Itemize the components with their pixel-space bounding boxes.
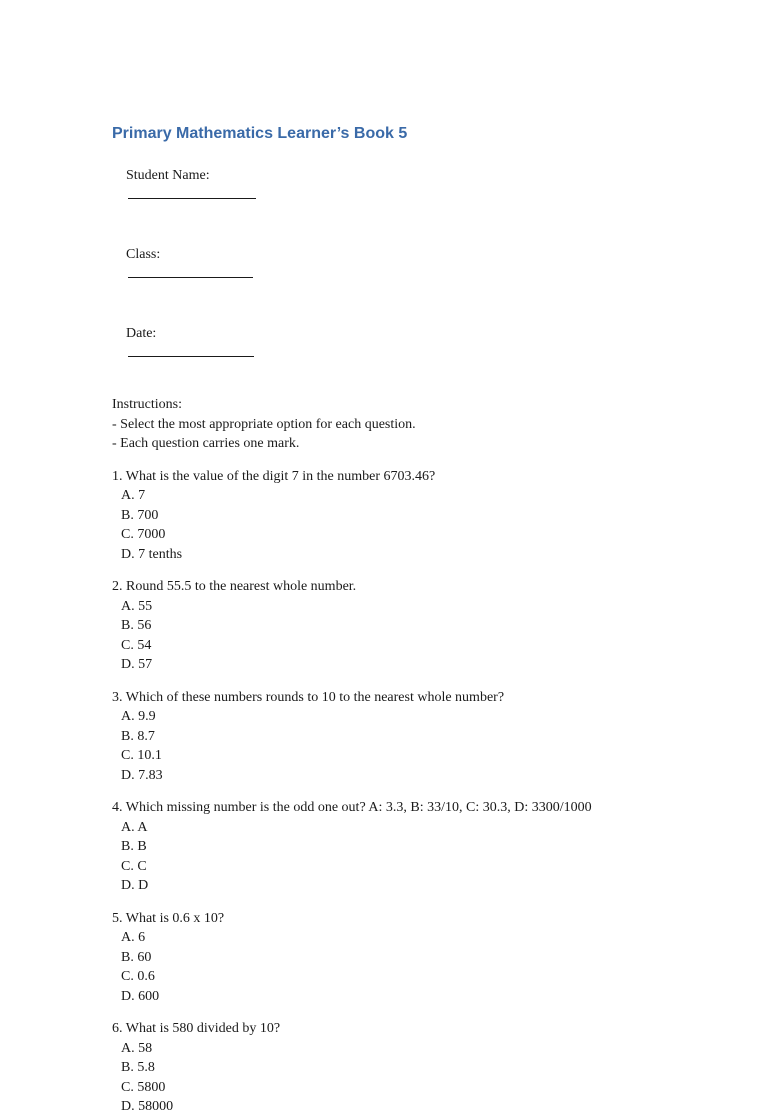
answer-option[interactable]: B. 56 <box>121 618 152 633</box>
answer-option[interactable]: A. 6 <box>121 930 146 945</box>
question-text: 5. What is 0.6 x 10? <box>112 910 225 926</box>
question-block <box>112 467 732 565</box>
answer-option[interactable]: C. C <box>121 858 147 874</box>
answer-option[interactable]: C. 54 <box>121 637 152 653</box>
date-label: Date: <box>126 325 157 341</box>
student-name-blank[interactable] <box>128 185 256 199</box>
question-text: 6. What is 580 divided by 10? <box>112 1021 281 1036</box>
answer-option[interactable]: D. 58000 <box>121 1099 174 1114</box>
question-block <box>112 688 732 786</box>
answer-option[interactable]: B. B <box>121 839 147 854</box>
question-block <box>112 577 732 675</box>
instructions-block <box>112 395 732 454</box>
answer-option[interactable]: C. 5800 <box>121 1079 166 1095</box>
instruction-line: - Each question carries one mark. <box>112 436 300 451</box>
answer-option[interactable]: D. 57 <box>121 657 153 672</box>
date-field <box>112 304 732 383</box>
answer-option[interactable]: C. 0.6 <box>121 969 155 984</box>
answer-option[interactable]: B. 60 <box>121 949 152 965</box>
answer-option[interactable]: A. 7 <box>121 488 146 503</box>
answer-option[interactable]: B. 8.7 <box>121 728 155 744</box>
class-blank[interactable] <box>128 264 253 278</box>
student-name-field <box>112 146 732 225</box>
question-text: 2. Round 55.5 to the nearest whole number. <box>112 579 357 594</box>
instructions-heading: Instructions: <box>112 397 182 412</box>
answer-option[interactable]: D. 7.83 <box>121 767 163 783</box>
answer-option[interactable]: B. 700 <box>121 507 159 523</box>
question-block <box>112 1019 732 1117</box>
answer-option[interactable]: A. 55 <box>121 598 153 614</box>
question-block <box>112 798 732 896</box>
answer-option[interactable]: A. 58 <box>121 1040 153 1056</box>
answer-option[interactable]: C. 7000 <box>121 527 166 542</box>
answer-option[interactable]: D. 7 tenths <box>121 546 183 562</box>
worksheet-title: Primary Mathematics Learner’s Book 5 <box>112 125 408 142</box>
answer-option[interactable]: A. A <box>121 819 148 835</box>
question-text: 1. What is the value of the digit 7 in the number 6703.46? <box>112 468 436 484</box>
worksheet-page <box>112 122 732 1117</box>
question-block <box>112 909 732 1007</box>
answer-option[interactable]: B. 5.8 <box>121 1060 155 1075</box>
answer-option[interactable]: D. 600 <box>121 988 160 1004</box>
class-field <box>112 225 732 304</box>
class-label: Class: <box>126 246 161 262</box>
question-text: 3. Which of these numbers rounds to 10 to the nearest whole number? <box>112 689 505 705</box>
question-text: 4. Which missing number is the odd one out? A: 3.3, B: 33/10, C: 30.3, D: 3300/1000 <box>112 800 592 815</box>
instruction-line: - Select the most appropriate option for each question. <box>112 416 416 432</box>
student-name-label: Student Name: <box>126 167 210 183</box>
answer-option[interactable]: C. 10.1 <box>121 748 162 763</box>
answer-option[interactable]: D. D <box>121 878 149 893</box>
answer-option[interactable]: A. 9.9 <box>121 709 156 724</box>
date-blank[interactable] <box>128 343 254 357</box>
